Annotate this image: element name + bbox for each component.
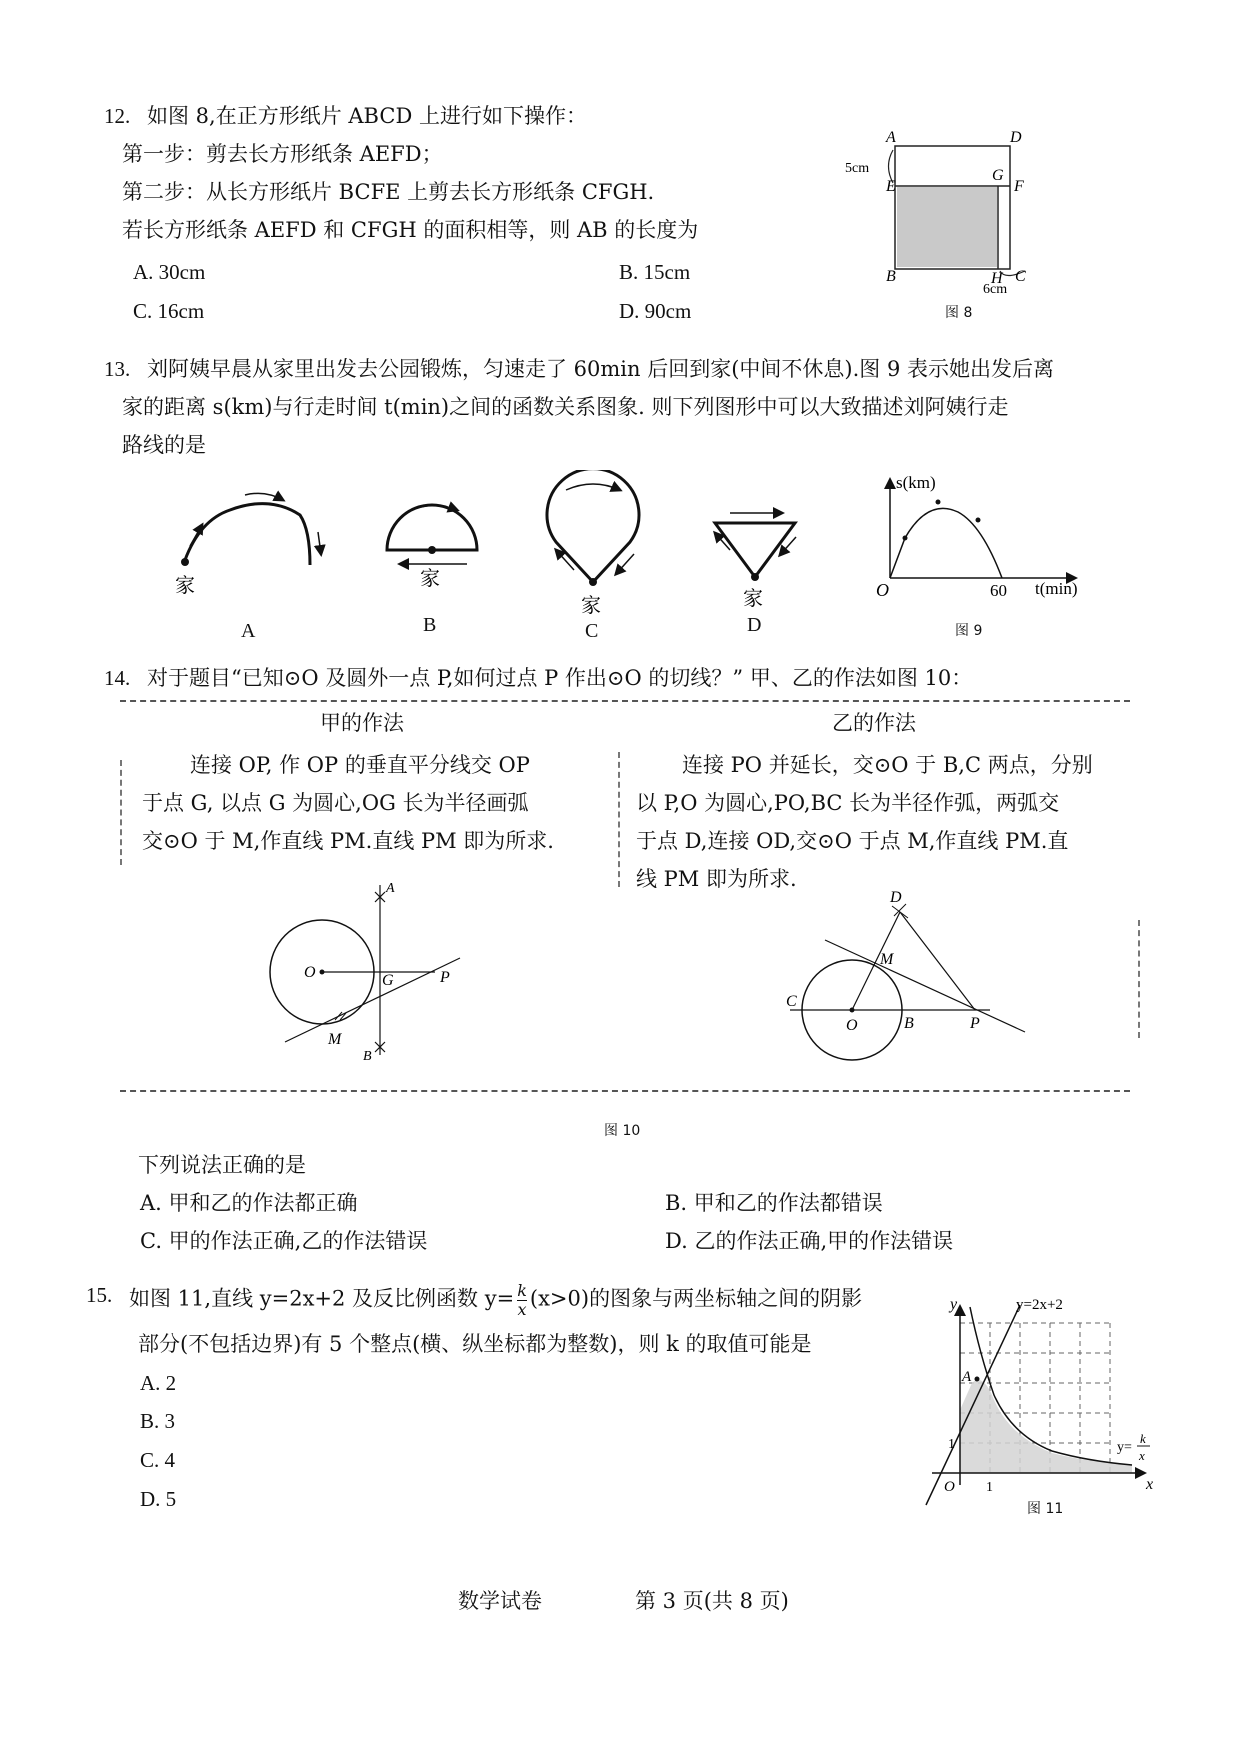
q15-stem-b: (x>0)的图象与两坐标轴之间的阴影 — [529, 1286, 863, 1311]
yi-label-m: M — [880, 951, 894, 968]
q14-box-middle — [618, 752, 620, 887]
q13-number: 13. — [104, 357, 131, 381]
label-b: B — [886, 268, 896, 285]
q14-option-a[interactable]: A. 甲和乙的作法都正确 — [140, 1191, 358, 1215]
figure-11-line — [926, 1305, 1020, 1505]
route-c-home: 家 — [581, 593, 601, 617]
jia-label-g: G — [382, 972, 394, 989]
route-a[interactable] — [160, 470, 340, 615]
jia-line-2: 于点 G, 以点 G 为圆心,OG 长为半径画弧 — [142, 791, 529, 815]
figure-11-label-y: y — [950, 1296, 958, 1313]
q12-question: 若长方形纸条 AEFD 和 CFGH 的面积相等，则 AB 的长度为 — [122, 218, 699, 242]
route-b-home-dot — [428, 546, 436, 554]
graph9-point-2 — [936, 500, 941, 505]
q12-stem: 如图 8,在正方形纸片 ABCD 上进行如下操作： — [147, 104, 587, 128]
q15-number: 15. — [86, 1283, 113, 1307]
q12-number: 12. — [104, 104, 131, 128]
route-c-arrow-3 — [616, 554, 634, 574]
q14-stem: 对于题目“已知⊙O 及圆外一点 P,如何过点 P 作出⊙O 的切线？” 甲、乙的作法如图 10： — [147, 666, 973, 690]
q12-step2: 第二步：从长方形纸片 BCFE 上剪去长方形纸条 CFGH. — [122, 180, 655, 204]
figure-11-label-o: O — [944, 1479, 955, 1495]
graph9-point-1 — [903, 536, 908, 541]
figure-11-curve-num: k — [1140, 1431, 1146, 1446]
q12-option-c[interactable]: C. 16cm — [133, 299, 205, 323]
jia-label-a: A — [386, 881, 395, 896]
choice-d-label: D — [747, 614, 762, 636]
jia-title: 甲的作法 — [320, 711, 404, 735]
jia-label-p: P — [440, 969, 450, 986]
q14-box-top — [120, 700, 1130, 702]
q14-box-right — [1138, 920, 1140, 1038]
yi-point-o — [850, 1008, 855, 1013]
figure-11-curve-den: x — [1139, 1448, 1145, 1463]
jia-line-3: 交⊙O 于 M,作直线 PM.直线 PM 即为所求. — [142, 829, 554, 853]
shaded-region — [897, 187, 997, 267]
route-a-arrow-2 — [245, 493, 283, 500]
route-a-arrow-1 — [190, 525, 202, 546]
route-b-home: 家 — [420, 566, 440, 590]
q12-step1: 第一步：剪去长方形纸条 AEFD； — [122, 142, 443, 166]
q12-option-a[interactable]: A. 30cm — [133, 260, 206, 284]
label-a: A — [886, 129, 896, 146]
q15-line2: 部分(不包括边界)有 5 个整点(横、纵坐标都为整数)，则 k 的取值可能是 — [138, 1332, 812, 1356]
graph9-curve — [890, 508, 1002, 578]
graph9-xlabel: t(min) — [1035, 579, 1078, 598]
graph9-tick-60: 60 — [990, 581, 1007, 600]
graph9-point-3 — [976, 518, 981, 523]
q15-option-a[interactable]: A. 2 — [140, 1371, 177, 1395]
route-d-home: 家 — [743, 586, 763, 610]
yi-label-c: C — [786, 993, 797, 1010]
yi-line-4: 线 PM 即为所求. — [636, 867, 797, 891]
label-f: F — [1014, 178, 1024, 195]
yi-label-o: O — [846, 1017, 858, 1034]
route-b-path — [387, 505, 477, 550]
yi-line-2: 以 P,O 为圆心,PO,BC 长为半径作弧，两弧交 — [636, 791, 1060, 815]
jia-label-b: B — [363, 1049, 372, 1064]
choice-c-label: C — [585, 620, 599, 642]
yi-segment-dp — [900, 912, 975, 1010]
figure-11-curve-prefix: y= — [1117, 1440, 1132, 1455]
q13-line2: 家的距离 s(km)与行走时间 t(min)之间的函数关系图象. 则下列图形中可以大致描述刘阿姨行走 — [122, 395, 1009, 419]
route-d[interactable] — [700, 495, 810, 615]
jia-point-o — [320, 970, 325, 975]
q12-option-b[interactable]: B. 15cm — [619, 260, 691, 284]
figure-11-caption: 图 11 — [1027, 1501, 1064, 1517]
yi-label-p: P — [970, 1015, 980, 1032]
q13-line1: 刘阿姨早晨从家里出发去公园锻炼，匀速走了 60min 后回到家(中间不休息).图 9 表示她出发后离 — [147, 357, 1054, 381]
route-d-home-dot — [751, 573, 759, 581]
q15-stem — [129, 1282, 862, 1318]
q13-line3: 路线的是 — [122, 433, 206, 457]
figure-11-label-x: x — [1146, 1476, 1154, 1493]
figure-11-line-label: y=2x+2 — [1016, 1297, 1063, 1313]
q15-frac-den: x — [517, 1299, 527, 1319]
route-c[interactable] — [538, 470, 653, 620]
figure-8-caption: 图 8 — [945, 305, 973, 321]
footer-subject: 数学试卷 — [458, 1589, 542, 1613]
q14-option-b[interactable]: B. 甲和乙的作法都错误 — [665, 1191, 883, 1215]
route-a-home: 家 — [175, 573, 195, 597]
yi-label-b: B — [904, 1015, 914, 1032]
yi-figure — [780, 880, 1040, 1080]
q15-frac-num: k — [517, 1281, 527, 1300]
route-d-path — [715, 523, 795, 577]
q14-option-c[interactable]: C. 甲的作法正确,乙的作法错误 — [140, 1229, 428, 1253]
q12-option-d[interactable]: D. 90cm — [619, 299, 692, 323]
figure-11-tick-x: 1 — [986, 1480, 993, 1495]
graph9-ylabel: s(km) — [896, 473, 936, 492]
q15-option-d[interactable]: D. 5 — [140, 1487, 177, 1511]
q14-box-left — [120, 760, 122, 865]
route-c-path — [547, 470, 639, 582]
dim-hc: 6cm — [983, 282, 1008, 297]
figure-11-shade — [960, 1380, 1132, 1473]
jia-label-o: O — [304, 964, 316, 981]
dim-ae: 5cm — [845, 161, 870, 176]
yi-line-1: 连接 PO 并延长，交⊙O 于 B,C 两点，分别 — [682, 753, 1093, 777]
choice-b-label: B — [423, 614, 437, 636]
jia-figure — [260, 870, 480, 1070]
jia-line-1: 连接 OP, 作 OP 的垂直平分线交 OP — [190, 753, 530, 777]
q14-box-bottom — [120, 1090, 1130, 1092]
label-h: H — [991, 270, 1003, 287]
route-a-arrow-3 — [318, 532, 321, 554]
label-c: C — [1015, 268, 1026, 285]
footer-page: 第 3 页(共 8 页) — [635, 1589, 789, 1613]
route-a-path — [185, 504, 310, 565]
q15-option-b[interactable]: B. 3 — [140, 1409, 176, 1433]
figure-11-point-a — [975, 1377, 980, 1382]
q15-fraction — [517, 1282, 527, 1318]
q14-option-d[interactable]: D. 乙的作法正确,甲的作法错误 — [665, 1229, 954, 1253]
q15-option-c[interactable]: C. 4 — [140, 1448, 176, 1472]
route-a-home-dot — [181, 558, 189, 566]
yi-label-d: D — [890, 889, 902, 906]
figure-11 — [912, 1295, 1162, 1515]
route-c-home-dot — [589, 578, 597, 586]
jia-label-m: M — [328, 1031, 342, 1048]
figure-11-tick-y: 1 — [948, 1437, 955, 1452]
choice-a-label: A — [241, 620, 256, 642]
label-e: E — [886, 178, 896, 195]
label-d: D — [1010, 129, 1022, 146]
figure-8 — [840, 128, 1030, 298]
route-b[interactable] — [375, 470, 490, 615]
q14-question: 下列说法正确的是 — [138, 1153, 306, 1177]
label-g: G — [992, 167, 1004, 184]
q14-number: 14. — [104, 666, 131, 690]
route-c-arrow-1 — [566, 484, 620, 490]
figure-10-caption: 图 10 — [604, 1123, 641, 1139]
figure-11-label-a: A — [962, 1369, 972, 1385]
yi-line-3: 于点 D,连接 OD,交⊙O 于点 M,作直线 PM.直 — [636, 829, 1069, 853]
figure-9-caption: 图 9 — [955, 623, 983, 639]
yi-arc-mark — [892, 904, 908, 918]
graph9-origin: O — [876, 580, 889, 600]
yi-title: 乙的作法 — [832, 711, 916, 735]
q15-stem-a: 如图 11,直线 y=2x+2 及反比例函数 y= — [129, 1286, 515, 1311]
figure-9-graph — [870, 470, 1090, 600]
